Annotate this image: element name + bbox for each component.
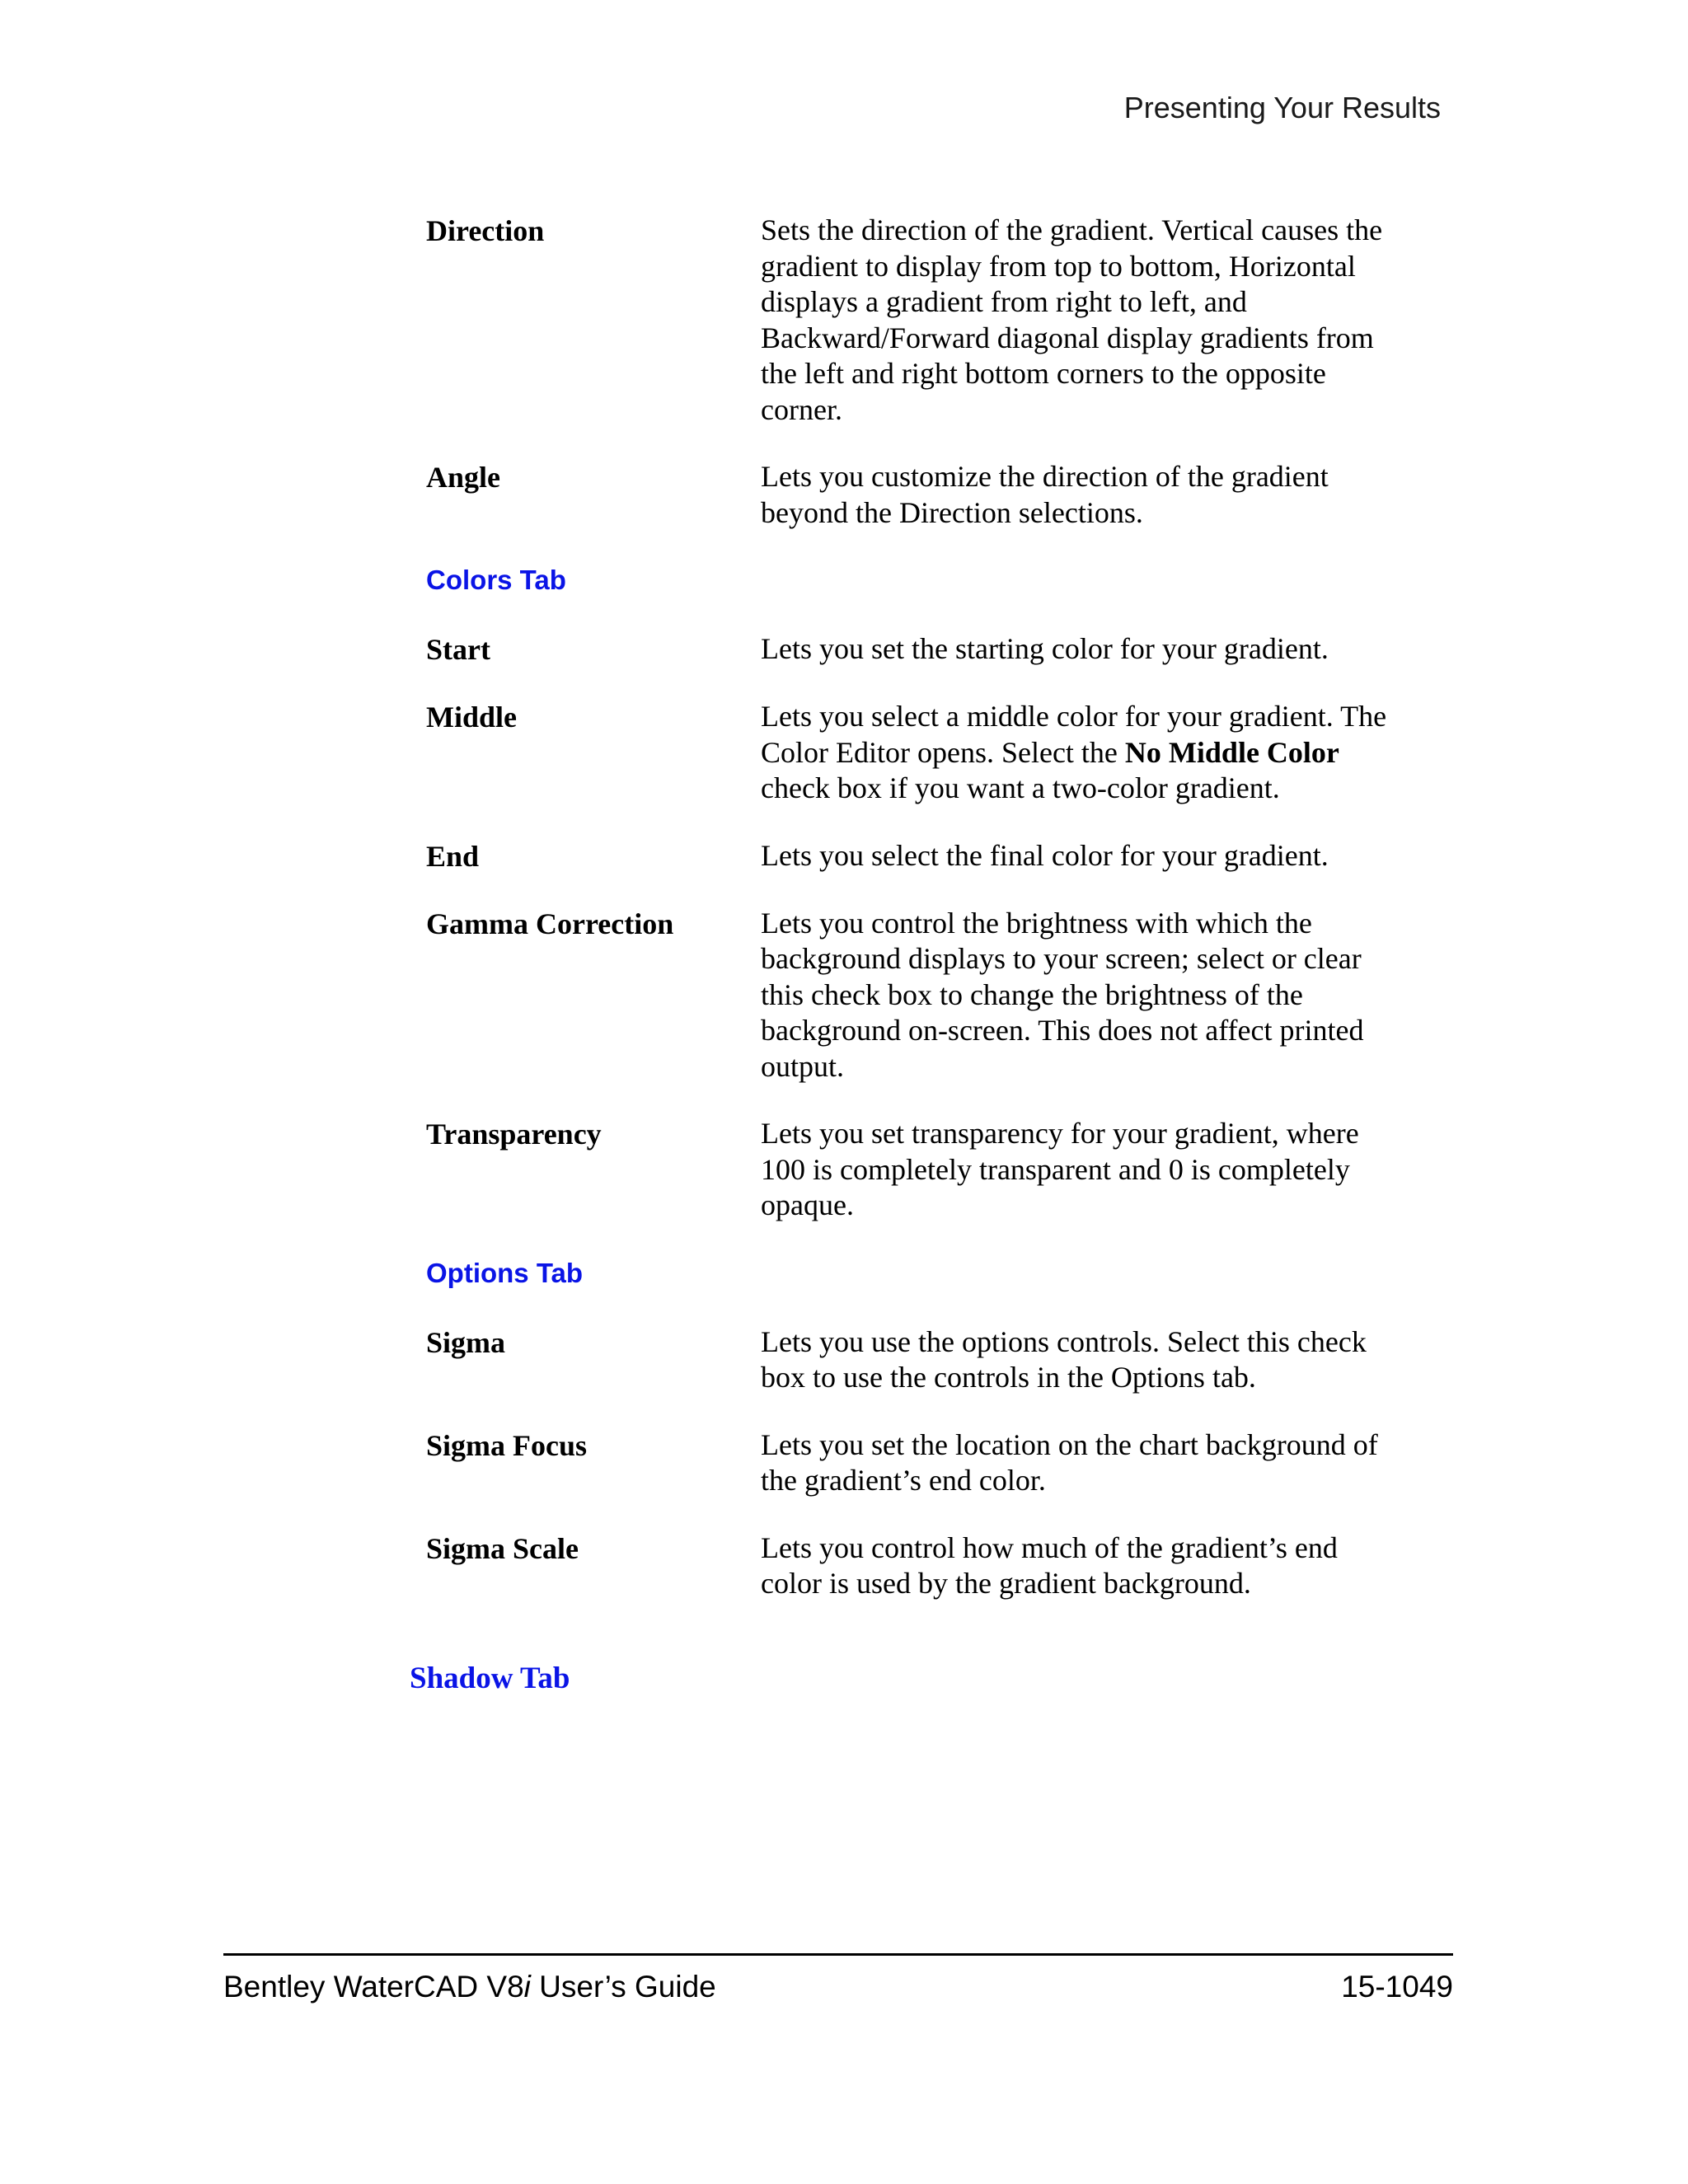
- definition-row-middle: [426, 699, 1415, 807]
- term-direction: Direction: [426, 214, 545, 247]
- definition-row-sigma: [426, 1324, 1415, 1396]
- term-sigma-focus: Sigma Focus: [426, 1428, 588, 1462]
- footer-divider: [223, 1953, 1453, 1956]
- term-gamma-correction: Gamma Correction: [426, 907, 674, 940]
- definition-sigma-scale: Lets you control how much of the gradient’s end color is used by the gradient background.: [761, 1530, 1338, 1600]
- options-tab-heading: Options Tab: [426, 1257, 584, 1288]
- definition-row-angle: [426, 459, 1415, 531]
- definition-direction: Sets the direction of the gradient. Vertical causes the gradient to display from top to bottom, Horizontal displays a gradient from right to left, and Backward/Forward diagonal display gradients from the left and right bottom corners to the opposite corner.: [761, 213, 1383, 426]
- term-start: Start: [426, 633, 490, 666]
- colors-tab-heading: Colors Tab: [426, 565, 566, 595]
- footer-product-italic: i: [523, 1970, 531, 2004]
- definition-row-direction: [426, 213, 1415, 428]
- definition-sigma: Lets you use the options controls. Select this check box to use the controls in the Options tab.: [761, 1324, 1367, 1394]
- term-sigma-scale: Sigma Scale: [426, 1531, 579, 1565]
- definition-row-sigma-scale: [426, 1530, 1415, 1602]
- running-header: Presenting Your Results: [1123, 91, 1441, 124]
- footer-product-pre: Bentley WaterCAD V8: [223, 1970, 524, 2004]
- definition-row-gamma-correction: [426, 906, 1415, 1085]
- term-sigma: Sigma: [426, 1325, 506, 1359]
- term-end: End: [426, 839, 480, 873]
- footer-product-post: User’s Guide: [530, 1970, 716, 2004]
- page-number: 15-1049: [1341, 1970, 1453, 2004]
- footer-product-title: [223, 1970, 716, 2004]
- no-middle-color-label: No Middle Color: [1124, 735, 1339, 769]
- definition-transparency: Lets you set transparency for your gradient, where 100 is completely transparent and 0 is completely opaque.: [761, 1117, 1359, 1221]
- definition-row-sigma-focus: [426, 1427, 1415, 1499]
- definition-middle: [761, 699, 1387, 807]
- definition-row-start: [426, 631, 1415, 668]
- definition-angle: Lets you customize the direction of the gradient beyond the Direction selections.: [761, 460, 1329, 529]
- term-transparency: Transparency: [426, 1118, 602, 1151]
- definition-middle-text-pre: Lets you select a middle color for your gradient. The Color Editor opens. Select the: [761, 700, 1387, 769]
- definition-sigma-focus: Lets you set the location on the chart background of the gradient’s end color.: [761, 1427, 1378, 1497]
- definition-list: [426, 213, 1415, 1633]
- definition-end: Lets you select the final color for your gradient.: [761, 838, 1329, 872]
- definition-row-end: [426, 838, 1415, 874]
- definition-gamma-correction: Lets you control the brightness with which the background displays to your screen; select or clear this check box to change the brightness of the background on-screen. This does not affect printed output.: [761, 906, 1364, 1083]
- definition-start: Lets you set the starting color for your gradient.: [761, 632, 1329, 665]
- definition-row-transparency: [426, 1116, 1415, 1224]
- term-middle: Middle: [426, 701, 518, 733]
- term-angle: Angle: [426, 461, 500, 494]
- definition-middle-text-post: check box if you want a two-color gradient.: [761, 771, 1280, 804]
- shadow-tab-heading: Shadow Tab: [410, 1661, 570, 1695]
